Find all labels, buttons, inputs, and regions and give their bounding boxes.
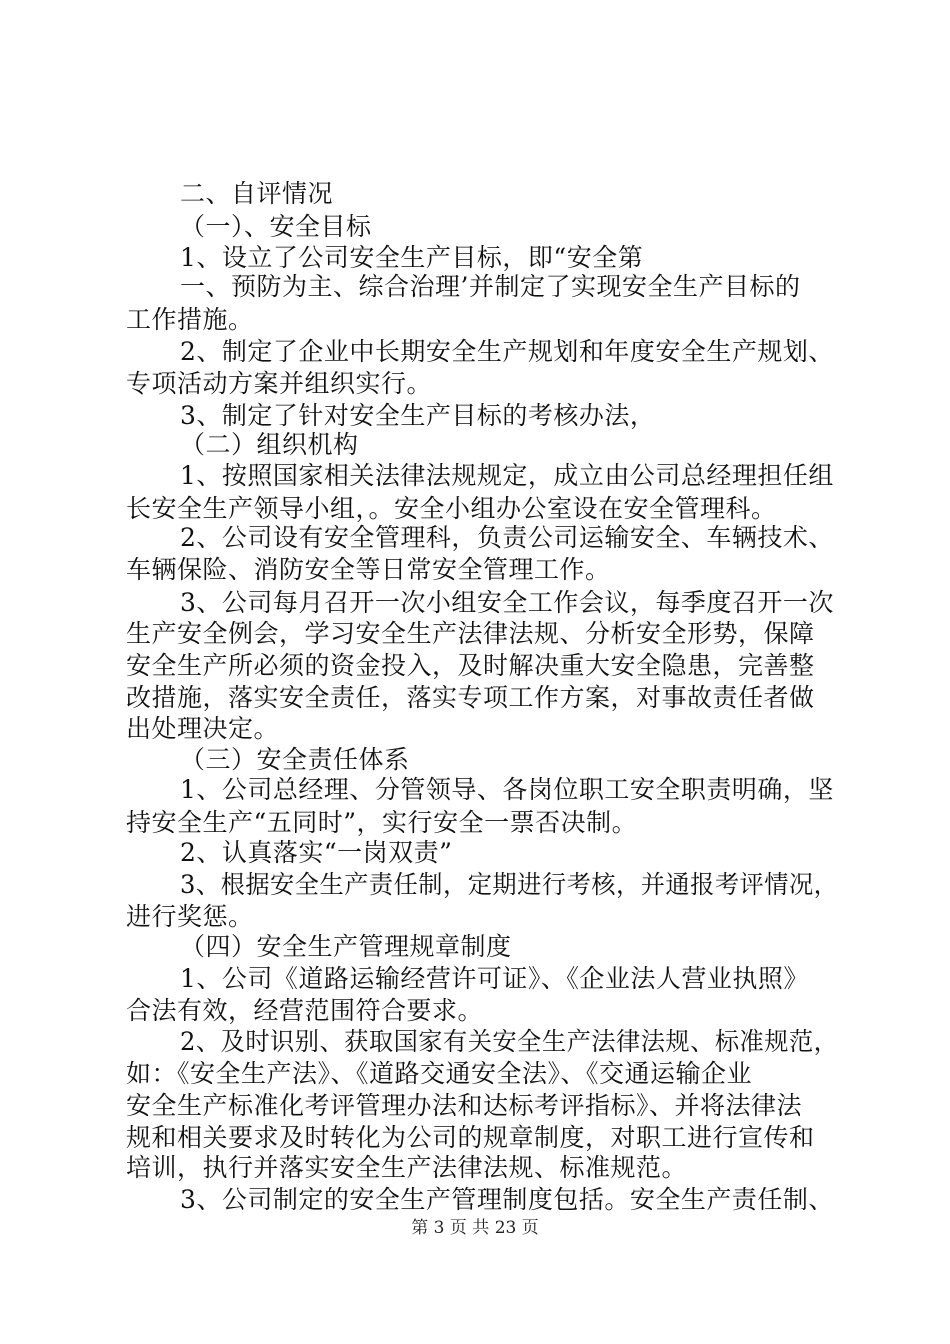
- text-line: 安全生产所必须的资金投入，及时解决重大安全隐患，完善整: [126, 651, 815, 680]
- page-footer: 第 3 页 共 23 页: [411, 1218, 539, 1238]
- text-line: 3、公司制定的安全生产管理制度包括。安全生产责任制、: [180, 1185, 834, 1214]
- text-line: 1、公司《道路运输经营许可证》、《企业法人营业执照》: [180, 964, 809, 993]
- text-line: 2、公司设有安全管理科，负责公司运输安全、车辆技术、: [180, 523, 834, 552]
- text-line: 改措施，落实安全责任，落实专项工作方案，对事故责任者做: [126, 683, 815, 712]
- text-line: 2、及时识别、获取国家有关安全生产法律法规、标准规范，: [180, 1027, 839, 1056]
- text-line: 培训，执行并落实安全生产法律法规、标准规范。: [126, 1153, 688, 1182]
- text-line: 1、按照国家相关法律法规规定，成立由公司总经理担任组: [180, 461, 834, 490]
- text-line: 长安全生产领导小组，。安全小组办公室设在安全管理科。: [126, 494, 777, 523]
- text-line: 生产安全例会，学习安全生产法律法规、分析安全形势，保障: [126, 619, 815, 648]
- text-line: 3、根据安全生产责任制，定期进行考核，并通报考评情况，: [180, 870, 839, 899]
- text-line: 如：《安全生产法》、《道路交通安全法》、《交通运输企业: [126, 1059, 753, 1088]
- text-line: 专项活动方案并组织实行。: [126, 369, 433, 398]
- text-line: 出处理决定。: [126, 714, 280, 743]
- text-line: （二）组织机构: [180, 430, 359, 459]
- text-line: 1、设立了公司安全生产目标，即“安全第: [180, 243, 644, 272]
- text-line: 3、公司每月召开一次小组安全工作会议，每季度召开一次: [180, 588, 834, 617]
- text-line: （三）安全责任体系: [180, 745, 410, 774]
- text-line: 持安全生产“五同时”，实行安全一票否决制。: [126, 808, 638, 837]
- text-line: 工作措施。: [126, 305, 254, 334]
- text-line: 进行奖惩。: [126, 902, 254, 931]
- text-line: （一）、安全目标: [180, 212, 372, 241]
- text-line: 一、预防为主、综合治理’并制定了实现安全生产目标的: [180, 272, 801, 301]
- text-line: 二、自评情况: [180, 179, 334, 208]
- text-line: 规和相关要求及时转化为公司的规章制度，对职工进行宣传和: [126, 1123, 815, 1152]
- text-line: 合法有效，经营范围符合要求。: [126, 996, 484, 1025]
- text-line: 安全生产标准化考评管理办法和达标考评指标》、并将法律法: [126, 1091, 803, 1120]
- text-line: 1、公司总经理、分管领导、各岗位职工安全职责明确，坚: [180, 775, 834, 804]
- text-line: 3、制定了针对安全生产目标的考核办法，: [180, 401, 656, 430]
- text-line: 车辆保险、消防安全等日常安全管理工作。: [126, 555, 611, 584]
- text-line: 2、制定了企业中长期安全生产规划和年度安全生产规划、: [180, 337, 834, 366]
- text-line: （四）安全生产管理规章制度: [180, 932, 512, 961]
- text-line: 2、认真落实“一岗双责”: [180, 838, 453, 867]
